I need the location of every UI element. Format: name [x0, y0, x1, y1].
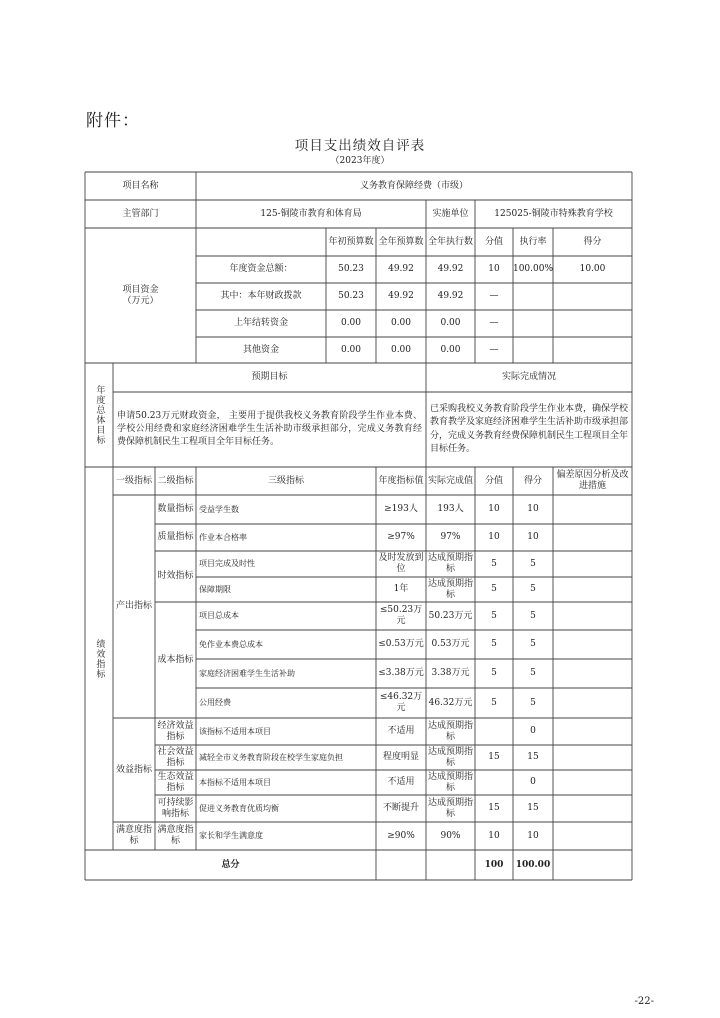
indicator-target: 1年 [393, 584, 409, 595]
funds-row-name: 年度资金总额： [229, 264, 293, 275]
funds-row-exec: 0.00 [440, 318, 461, 329]
level1-benefit: 效益指标 [115, 764, 152, 775]
indicator-l3: 该指标不适用本项目 [199, 726, 271, 736]
level1-satisfaction: 满意度指标 [115, 825, 152, 846]
level1-output: 产出指标 [115, 601, 152, 612]
indicator-target: ≤46.32万元 [379, 692, 423, 713]
indicator-l3: 免作业本费总成本 [199, 639, 263, 649]
indicator-l3: 保障期限 [199, 584, 231, 594]
indicator-actual: 达成预期指标 [428, 578, 474, 600]
perf-header-got: 得分 [523, 475, 542, 486]
perf-header-l2: 二级指标 [157, 475, 194, 486]
indicator-score: 10 [488, 532, 500, 543]
indicator-actual: 0.53万元 [431, 639, 470, 650]
page-number: -22- [634, 996, 654, 1007]
indicator-score: 10 [488, 504, 500, 515]
indicator-actual: 97% [440, 532, 461, 543]
indicator-score: 10 [488, 830, 500, 841]
annual-goals-label: 年度总体目标 [94, 385, 105, 445]
funds-row-init: 50.23 [338, 264, 364, 275]
indicator-l3: 家庭经济困难学生生活补助 [199, 668, 295, 678]
funds-row-score: — [489, 291, 499, 302]
indicator-got: 15 [527, 752, 539, 763]
indicator-actual: 50.23万元 [428, 610, 473, 621]
indicator-target: 及时发放到位 [378, 553, 424, 574]
total-score: 100 [484, 859, 504, 870]
funds-row-init: 0.00 [340, 344, 362, 355]
indicator-got: 0 [530, 777, 536, 788]
indicator-score [475, 770, 513, 795]
form-year: （2023年度） [330, 156, 390, 166]
funds-row-exec: 49.92 [437, 291, 464, 302]
funds-row-rate: 100.00% [512, 264, 554, 275]
indicator-target: ≤50.23万元 [379, 605, 423, 626]
impl-label: 实施单位 [432, 208, 469, 219]
indicator-got: 5 [530, 584, 536, 595]
indicator-l3: 公用经费 [199, 698, 231, 708]
indicator-score: 15 [488, 803, 500, 814]
funds-row-name: 其他资金 [242, 344, 279, 355]
actual-result-text: 已采购我校义务教育阶段学生作业本费，确保学校教育教学及家庭经济困难学生生活补助市级承担部分，完成义务教育经费保障机制民生工程项目全年目标任务。 [430, 404, 629, 454]
funds-row-score: 10 [488, 264, 500, 275]
indicator-score: 15 [488, 752, 500, 763]
funds-row-full: 49.92 [388, 264, 414, 275]
indicator-actual: 90% [440, 830, 461, 841]
indicator-score: 5 [491, 639, 497, 650]
level2-economic: 经济效益指标 [157, 720, 194, 742]
form-title: 项目支出绩效自评表 [294, 138, 426, 154]
expected-goal-header: 预期目标 [251, 372, 288, 383]
indicator-target: ≤0.53万元 [378, 639, 424, 650]
indicator-actual: 达成预期指标 [428, 720, 474, 742]
indicator-actual: 达成预期指标 [428, 746, 474, 768]
indicator-got: 10 [527, 532, 539, 543]
total-got: 100.00 [515, 859, 551, 870]
indicator-l3: 受益学生数 [199, 504, 239, 514]
indicator-l3: 家长和学生满意度 [199, 831, 263, 841]
indicator-got: 5 [530, 610, 536, 621]
indicator-got: 5 [530, 639, 536, 650]
funds-row-score: — [489, 318, 499, 329]
indicator-l3: 项目总成本 [199, 611, 239, 621]
actual-result-header: 实际完成情况 [501, 372, 556, 383]
funds-row-got: 10.00 [579, 264, 606, 275]
performance-indicators-label: 绩效指标 [94, 638, 105, 679]
funds-header-init: 年初预算数 [328, 236, 374, 247]
level2-satisfaction: 满意度指标 [157, 825, 194, 846]
indicator-l3: 减轻全市义务教育阶段在校学生家庭负担 [199, 752, 343, 762]
funds-row-full: 0.00 [390, 344, 412, 355]
indicator-target: ≥97% [387, 532, 415, 543]
indicator-actual: 达成预期指标 [428, 771, 474, 793]
level2-ecological: 生态效益指标 [157, 771, 194, 793]
level2-quality: 质量指标 [157, 532, 194, 543]
indicator-score: 5 [491, 668, 497, 679]
perf-header-deviation: 偏差原因分析及改进措施 [556, 470, 629, 491]
level2-cost: 成本指标 [157, 654, 194, 665]
total-label: 总分 [221, 859, 240, 870]
indicator-actual: 46.32万元 [428, 697, 473, 708]
level2-social: 社会效益指标 [157, 746, 194, 768]
indicator-score [475, 718, 513, 745]
indicator-actual: 3.38万元 [431, 668, 470, 679]
indicator-target: ≥193人 [384, 504, 418, 515]
funds-header-score: 分值 [484, 236, 503, 247]
indicator-target: ≤3.38万元 [378, 668, 424, 679]
funds-header-full: 全年预算数 [378, 236, 424, 247]
level2-timeliness: 时效指标 [157, 571, 194, 582]
indicator-score: 5 [491, 610, 497, 621]
funds-row-full: 49.92 [388, 291, 414, 302]
funds-row-name: 其中：本年财政拨款 [220, 291, 302, 302]
expected-goal-text: 申请50.23万元财政资金， 主要用于提供我校义务教育阶段学生作业本费、学校公用经费和家庭经济困难学生生活补助市级承担部分，完成义务教育经费保障机制民生工程项目全年目标任务。 [117, 410, 422, 448]
attachment-label: 附件： [86, 111, 140, 131]
level2-sustainable: 可持续影响指标 [157, 797, 194, 819]
indicator-target: 程度明显 [382, 752, 419, 763]
funds-row-init: 50.23 [338, 291, 364, 302]
indicator-l3: 本指标不适用本项目 [199, 777, 271, 787]
indicator-target: 不断提升 [382, 803, 419, 814]
indicator-score: 5 [491, 584, 497, 595]
project-name-value: 义务教育保障经费（市级） [359, 180, 468, 191]
indicator-target: 不适用 [387, 777, 415, 788]
funds-header-got: 得分 [583, 236, 602, 247]
project-name-label: 项目名称 [122, 180, 159, 191]
funds-header-exec: 全年执行数 [428, 236, 474, 247]
dept-value: 125-铜陵市教育和体育局 [260, 208, 362, 219]
indicator-got: 10 [527, 830, 539, 841]
indicator-actual: 达成预期指标 [428, 553, 474, 574]
impl-value: 125025-铜陵市特殊教育学校 [494, 208, 613, 219]
indicator-l3: 促进义务教育优质均衡 [199, 803, 279, 813]
funds-row-exec: 49.92 [437, 264, 464, 275]
perf-header-actual: 实际完成值 [428, 475, 474, 486]
perf-header-target: 年度指标值 [378, 475, 424, 486]
indicator-got: 0 [530, 726, 536, 737]
indicator-got: 15 [527, 803, 539, 814]
funds-header-rate: 执行率 [519, 236, 547, 247]
funds-row-exec: 0.00 [440, 344, 461, 355]
perf-header-score: 分值 [484, 475, 503, 486]
indicator-got: 5 [530, 558, 536, 569]
indicator-actual: 193人 [437, 504, 464, 515]
perf-header-l3: 三级指标 [267, 475, 304, 486]
indicator-l3: 作业本合格率 [199, 532, 247, 542]
funds-label: 项目资金 （万元） [122, 284, 159, 306]
funds-row-name: 上年结转资金 [233, 318, 288, 329]
indicator-got: 5 [530, 668, 536, 679]
funds-row-init: 0.00 [340, 318, 362, 329]
indicator-target: 不适用 [387, 726, 415, 737]
indicator-got: 5 [530, 697, 536, 708]
indicator-score: 5 [491, 558, 497, 569]
indicator-l3: 项目完成及时性 [199, 559, 255, 569]
funds-row-score: — [489, 344, 499, 355]
funds-row-full: 0.00 [390, 318, 412, 329]
indicator-target: ≥90% [387, 830, 415, 841]
level2-quantity: 数量指标 [157, 504, 194, 515]
indicator-actual: 达成预期指标 [428, 797, 474, 819]
indicator-got: 10 [527, 504, 539, 515]
perf-header-l1: 一级指标 [115, 475, 152, 486]
indicator-score: 5 [491, 697, 497, 708]
dept-label: 主管部门 [122, 208, 159, 219]
